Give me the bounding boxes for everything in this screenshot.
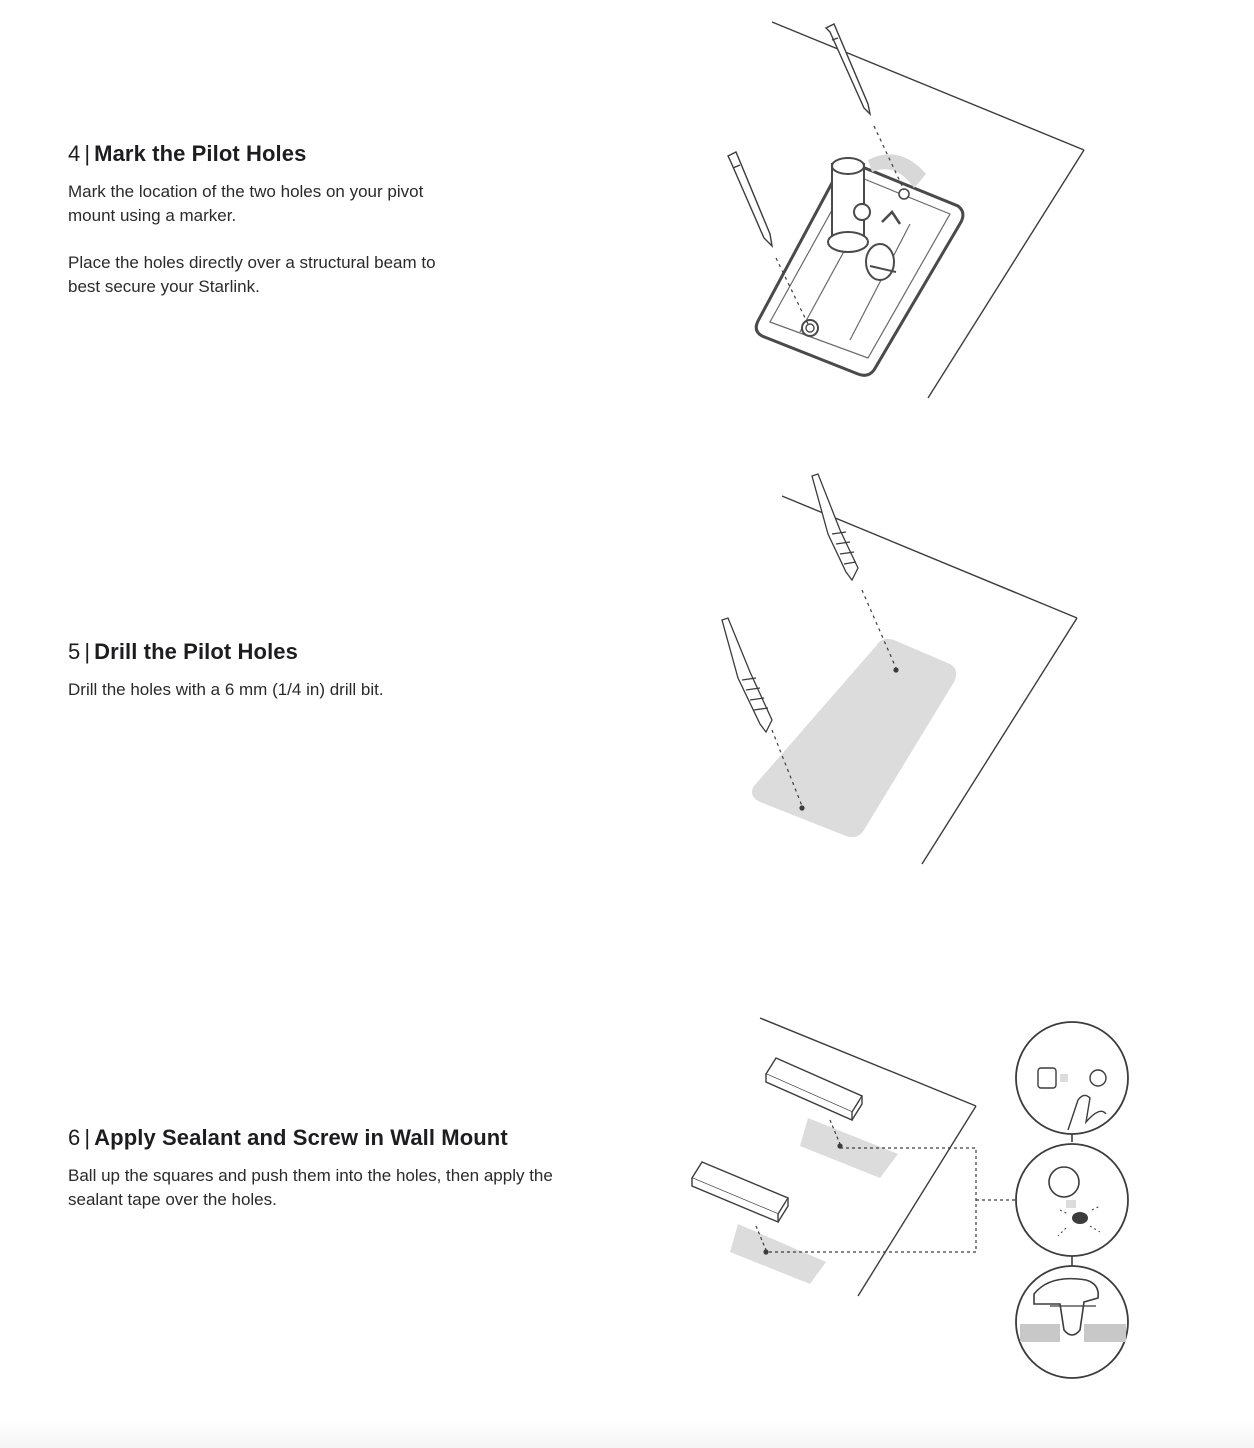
detail-circle-press-tape-icon [1016,1266,1128,1378]
step-6-illustration [680,1010,1150,1390]
step-4-title: Mark the Pilot Holes [94,141,307,166]
detail-circle-push-in-icon [1016,1144,1128,1256]
pilot-hole-mark [893,667,898,672]
step-5-separator: | [84,639,91,664]
detail-connector-lines [756,1120,1016,1252]
step-4-illustration [700,10,1100,410]
step-6 [68,1124,568,1212]
step-5-heading [68,638,488,666]
step-5-paragraph-1: Drill the holes with a 6 mm (1/4 in) drill bit. [68,680,384,699]
detail-circle-ball-up-icon [1016,1022,1128,1134]
step-5-illustration [700,468,1100,878]
step-6-heading [68,1124,568,1152]
step-6-title: Apply Sealant and Screw in Wall Mount [94,1125,508,1150]
step-4-number: 4 [68,141,81,166]
step-4-paragraph-1: Mark the location of the two holes on your pivot mount using a marker. [68,182,424,225]
step-4 [68,140,468,299]
step-4-paragraph-2: Place the holes directly over a structural beam to best secure your Starlink. [68,253,436,296]
page-bottom-edge [0,1420,1254,1448]
step-5-number: 5 [68,639,81,664]
step-6-paragraph-1: Ball up the squares and push them into the holes, then apply the sealant tape over the holes. [68,1166,553,1209]
pivot-mount [756,154,963,375]
hole-dot [763,1249,768,1254]
step-5-title: Drill the Pilot Holes [94,639,298,664]
step-4-heading [68,140,468,168]
drilling-template [752,639,956,837]
step-6-number: 6 [68,1125,81,1150]
step-5 [68,638,488,702]
sealant-patch [730,1224,826,1284]
step-4-separator: | [84,141,91,166]
step-6-separator: | [84,1125,91,1150]
pilot-hole-mark [799,805,804,810]
